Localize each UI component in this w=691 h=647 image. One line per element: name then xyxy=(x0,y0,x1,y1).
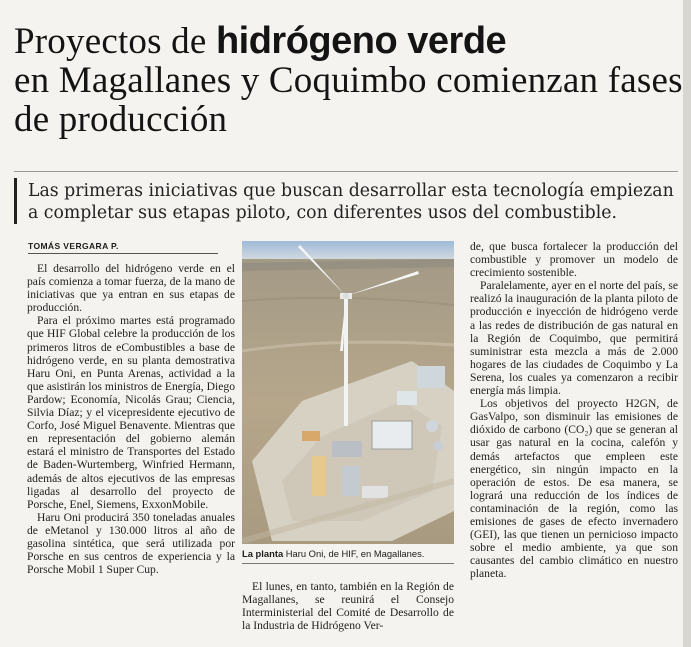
deck: Las primeras iniciativas que buscan desarrollar esta tecnología empiezan a completar sus etapas piloto, con diferentes usos del combustible. xyxy=(28,181,674,223)
column-3 xyxy=(470,240,678,580)
page-edge xyxy=(683,0,691,647)
caption-lead: La planta xyxy=(242,548,284,559)
paragraph: Paralelamente, ayer en el norte del país, se realizó la inauguración de la planta piloto de producción e inyección de hidrógeno verde a las redes de distribución de gas natural en la Región de Coquimbo, que permitirá suministrar esta mezcla a más de 2.000 hogares de las ciudades de Coquimbo y La Serena, los cuales ya comenzaron a recibir energía más limpia. xyxy=(470,279,678,398)
wind-turbine-photo xyxy=(242,241,454,544)
headline-part1: Proyectos de xyxy=(14,21,216,62)
plant-aerial-image xyxy=(242,241,454,544)
paragraph: de, que busca fortalecer la producción del combustible y promover un modelo de crecimiento sostenible. xyxy=(470,240,678,280)
paragraph: Los objetivos del proyecto H2GN, de GasValpo, son disminuir las emisiones de dióxido de carbono (CO₂) que se generan al usar gas natural en la cocina, calefón y demás artefactos que empleen este energético, sin ningún impacto en la operación de estos. De esa manera, se logrará una reducción de los índices de contaminación de la región, como las emisiones de gases de efecto invernadero (GEI), las que tienen un pernicioso impacto sobre el medio ambiente, ya que son causantes del cambio climático en nuestro planeta. xyxy=(470,397,678,581)
paragraph: Para el próximo martes está programado que HIF Global celebre la producción de los primeros litros de eCombustibles a base de hidrógeno verde, en su planta demostrativa Haru Oni, en Punta Arenas, actividad a la que asistirán los ministros de Energía, Diego Pardow; Economía, Nicolás Grau; Ciencia, Silvia Díaz; y el vicepresidente ejecutivo de Corfo, José Miguel Benavente. Mientras que en representación del gobierno alemán estará el ministro de Transportes del Estado de Baden-Wurtemberg, Winfried Hermann, además de altos ejecutivos de las empresas ligadas al desarrollo del proyecto de Porsche, Enel, Siemens, ExxonMobile. xyxy=(27,314,235,511)
column-1 xyxy=(27,262,235,576)
headline xyxy=(14,22,684,139)
paragraph: El lunes, en tanto, también en la Región de Magallanes, se reunirá el Consejo Interministerial del Comité de Desarrollo de la Industria de Hidrógeno Ver- xyxy=(242,580,454,633)
caption-text: Haru Oni, de HIF, en Magallanes. xyxy=(283,548,425,559)
deck-rule xyxy=(14,171,678,172)
byline: TOMÁS VERGARA P. xyxy=(28,241,218,254)
headline-bold: hidrógeno verde xyxy=(215,20,507,62)
paragraph: Haru Oni producirá 350 toneladas anuales de eMetanol y 130.000 litros al año de gasolina sintética, que será utilizada por Porsche en sus centros de experiencia y la Porsche Mobil 1 Super Cup. xyxy=(27,510,235,577)
headline-part2: en Magallanes y Coquimbo comienzan fases de producción xyxy=(14,60,683,140)
photo-caption xyxy=(242,548,454,564)
column-2 xyxy=(242,580,454,632)
deck-bar xyxy=(14,178,17,224)
paragraph: El desarrollo del hidrógeno verde en el país comienza a tomar fuerza, de la mano de iniciativas que ya entran en sus etapas de producción. xyxy=(27,262,235,315)
